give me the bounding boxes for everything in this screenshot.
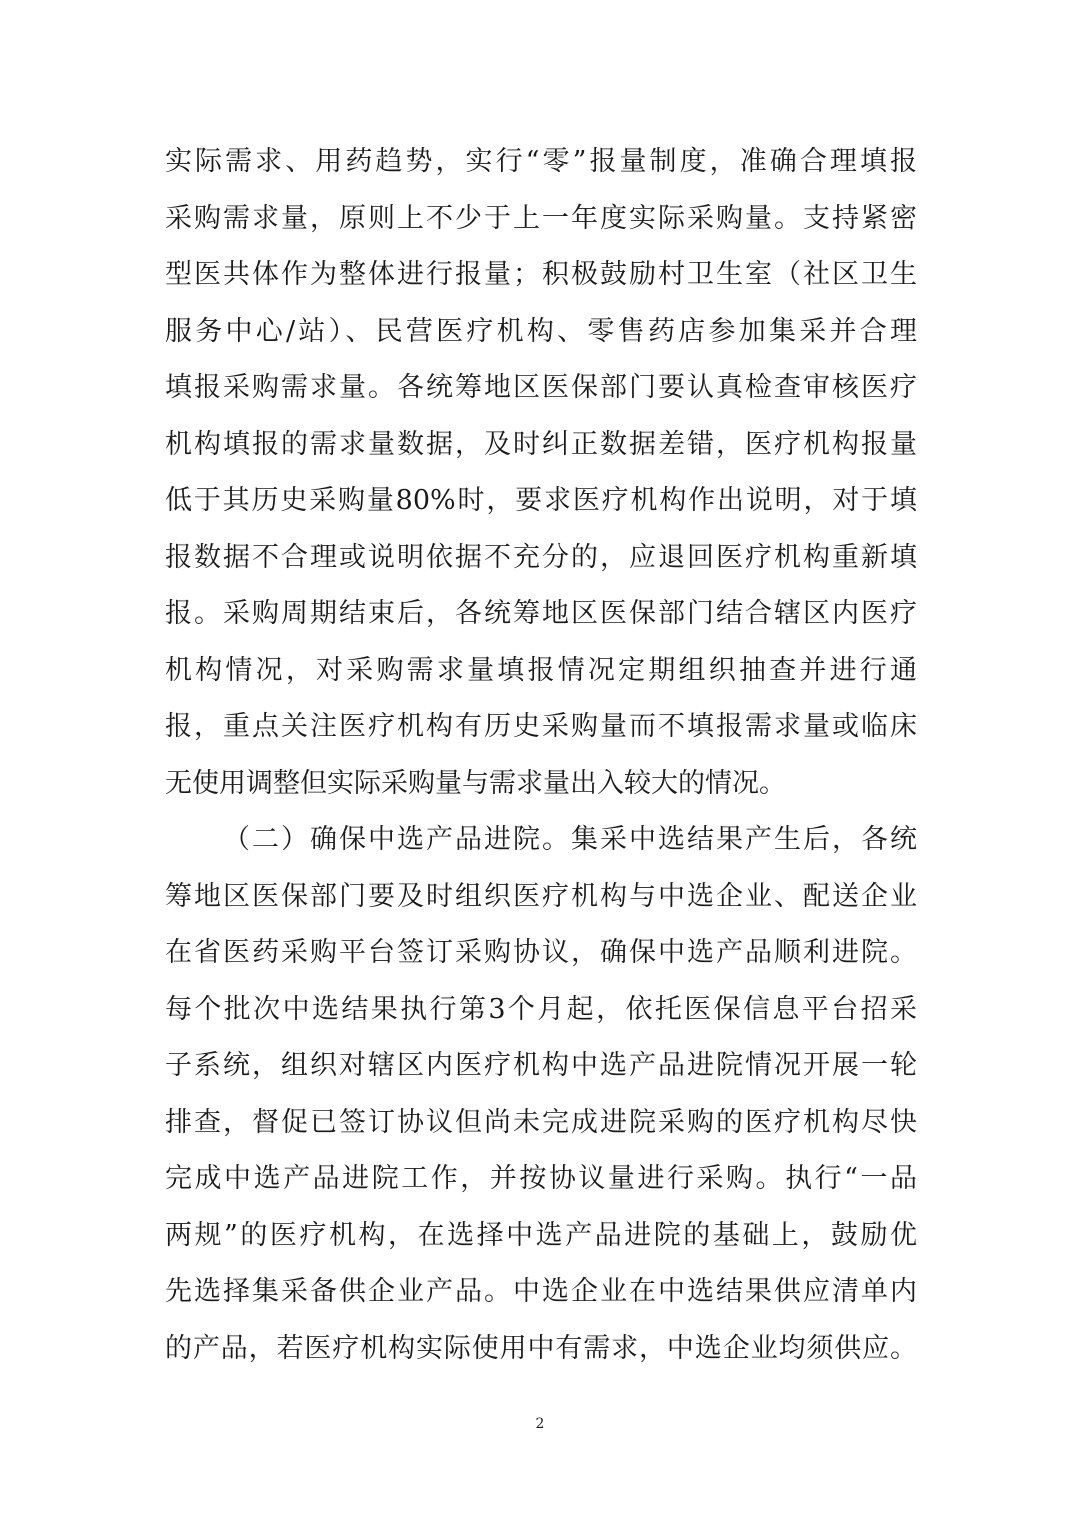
body-text [165,134,917,1377]
text-line: 每个批次中选结果执行第3个月起，依托医保信息平台招采 [165,993,917,1025]
text-line: 两规”的医疗机构，在选择中选产品进院的基础上，鼓励优 [165,1219,917,1251]
text-line: 完成中选产品进院工作，并按协议量进行采购。执行“一品 [165,1163,917,1194]
text-line: 的产品，若医疗机构实际使用中有需求，中选企业均须供应。 [165,1332,917,1364]
text-line: 在省医药采购平台签订采购协议，确保中选产品顺利进院。 [165,937,917,968]
text-line: 实际需求、用药趋势，实行“零”报量制度，准确合理填报 [165,146,917,177]
text-line: 报，重点关注医疗机构有历史采购量而不填报需求量或临床 [165,711,917,742]
paragraph-end-line: 无使用调整但实际采购量与需求量出入较大的情况。 [165,767,786,799]
text-line: 采购需求量，原则上不少于上一年度实际采购量。支持紧密 [165,202,917,234]
page-number: 2 [535,1416,545,1432]
text-line: 子系统，组织对辖区内医疗机构中选产品进院情况开展一轮 [165,1050,917,1081]
text-line: 排查，督促已签订协议但尚未完成进院采购的医疗机构尽快 [165,1106,917,1138]
section-heading-line: （二）确保中选产品进院。集采中选结果产生后，各统 [223,824,917,855]
text-line: 报。采购周期结束后，各统筹地区医保部门结合辖区内医疗 [165,598,917,629]
text-line: 报数据不合理或说明依据不充分的，应退回医疗机构重新填 [165,541,917,573]
text-line: 机构情况，对采购需求量填报情况定期组织抽查并进行通 [165,654,917,686]
text-line: 筹地区医保部门要及时组织医疗机构与中选企业、配送企业 [165,880,917,912]
text-line: 低于其历史采购量80%时，要求医疗机构作出说明，对于填 [165,485,917,516]
text-line: 先选择集采备供企业产品。中选企业在中选结果供应清单内 [165,1276,917,1307]
text-line: 服务中心/站）、民营医疗机构、零售药店参加集采并合理 [165,315,917,347]
text-line: 机构填报的需求量数据，及时纠正数据差错，医疗机构报量 [165,428,917,460]
text-line: 填报采购需求量。各统筹地区医保部门要认真检查审核医疗 [165,372,917,403]
text-line: 型医共体作为整体进行报量；积极鼓励村卫生室（社区卫生 [165,259,917,290]
